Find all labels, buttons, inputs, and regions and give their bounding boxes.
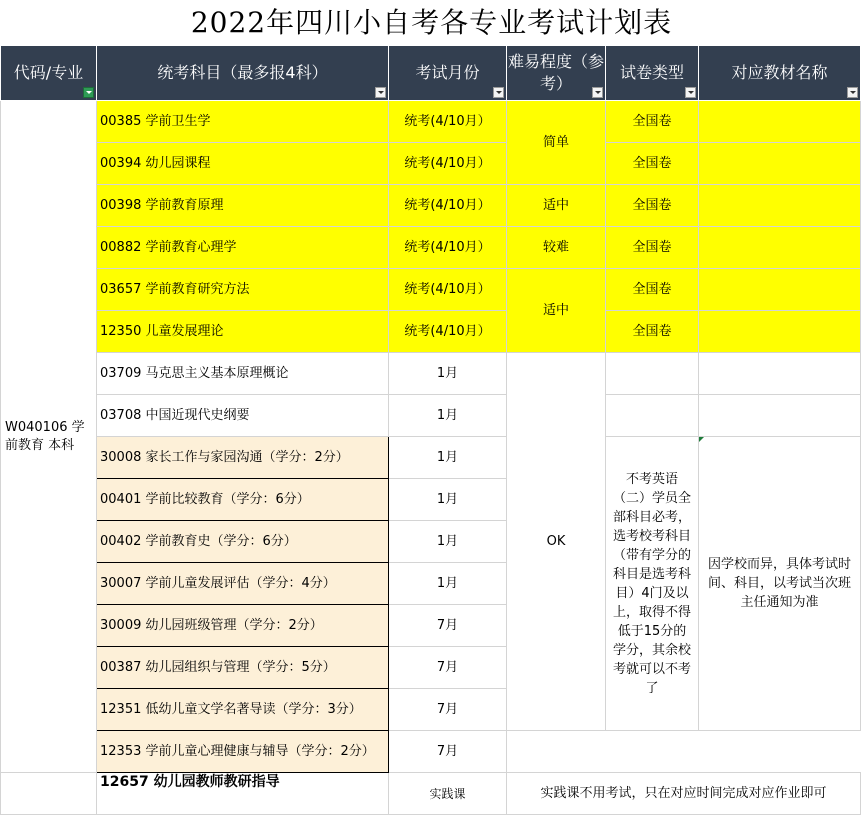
table-row bbox=[1, 269, 861, 311]
paper-type-cell[interactable] bbox=[606, 353, 699, 395]
month-cell[interactable]: 统考(4/10月） bbox=[389, 269, 507, 311]
month-cell[interactable]: 1月 bbox=[389, 395, 507, 437]
paper-type-cell[interactable]: 全国卷 bbox=[606, 269, 699, 311]
table-row bbox=[1, 437, 861, 479]
subject-cell[interactable]: 03657 学前教育研究方法 bbox=[97, 269, 389, 311]
textbook-cell[interactable] bbox=[699, 269, 861, 311]
table-row bbox=[1, 731, 861, 773]
difficulty-cell[interactable]: OK bbox=[507, 353, 606, 731]
table-row bbox=[1, 311, 861, 353]
subject-cell[interactable]: 30008 家长工作与家园沟通（学分：2分） bbox=[97, 437, 389, 479]
month-cell[interactable]: 1月 bbox=[389, 437, 507, 479]
subject-cell[interactable]: 30007 学前儿童发展评估（学分：4分） bbox=[97, 563, 389, 605]
table-row bbox=[1, 395, 861, 437]
exam-plan-table bbox=[0, 45, 861, 815]
difficulty-cell[interactable]: 较难 bbox=[507, 227, 606, 269]
col-header-textbook: 对应教材名称 bbox=[699, 46, 861, 101]
major-cell[interactable]: W040106 学前教育 本科 bbox=[1, 101, 97, 773]
filter-active-icon[interactable] bbox=[83, 87, 94, 98]
month-cell[interactable]: 实践课 bbox=[389, 773, 507, 815]
filter-dropdown-icon[interactable] bbox=[847, 87, 858, 98]
textbook-cell[interactable] bbox=[699, 353, 861, 395]
month-cell[interactable]: 统考(4/10月） bbox=[389, 311, 507, 353]
subject-cell[interactable]: 00401 学前比较教育（学分：6分） bbox=[97, 479, 389, 521]
month-cell[interactable]: 1月 bbox=[389, 521, 507, 563]
table-row bbox=[1, 143, 861, 185]
subject-cell[interactable]: 03708 中国近现代史纲要 bbox=[97, 395, 389, 437]
difficulty-cell[interactable]: 简单 bbox=[507, 101, 606, 185]
difficulty-cell[interactable]: 适中 bbox=[507, 185, 606, 227]
page-title: 2022年四川小自考各专业考试计划表 bbox=[190, 6, 673, 39]
table-row bbox=[1, 227, 861, 269]
table-row bbox=[1, 353, 861, 395]
month-cell[interactable]: 1月 bbox=[389, 479, 507, 521]
month-cell[interactable]: 7月 bbox=[389, 731, 507, 773]
paper-type-note-cell[interactable]: 不考英语（二）学员全部科目必考，选考校考科目（带有学分的科目是选考科目）4门及以上，取得不得低于15分的学分，其余校考就可以不考了 bbox=[606, 437, 699, 731]
table-row bbox=[1, 185, 861, 227]
practice-note-cell[interactable]: 实践课不用考试，只在对应时间完成对应作业即可 bbox=[507, 773, 861, 815]
subject-cell[interactable]: 12353 学前儿童心理健康与辅导（学分：2分） bbox=[97, 731, 389, 773]
header-row bbox=[1, 46, 861, 101]
textbook-cell[interactable] bbox=[699, 101, 861, 143]
textbook-note-cell[interactable]: 因学校而异，具体考试时间、科目，以考试当次班主任通知为准 bbox=[699, 437, 861, 731]
subject-cell[interactable]: 00398 学前教育原理 bbox=[97, 185, 389, 227]
month-cell[interactable]: 7月 bbox=[389, 605, 507, 647]
month-cell[interactable]: 统考(4/10月） bbox=[389, 227, 507, 269]
month-cell[interactable]: 统考(4/10月） bbox=[389, 101, 507, 143]
paper-type-cell[interactable]: 全国卷 bbox=[606, 227, 699, 269]
month-cell[interactable]: 1月 bbox=[389, 563, 507, 605]
subject-cell[interactable]: 00402 学前教育史（学分：6分） bbox=[97, 521, 389, 563]
subject-cell[interactable]: 00387 幼儿园组织与管理（学分：5分） bbox=[97, 647, 389, 689]
textbook-cell[interactable] bbox=[699, 311, 861, 353]
major-cell-empty[interactable] bbox=[1, 773, 97, 815]
filter-dropdown-icon[interactable] bbox=[375, 87, 386, 98]
subject-cell[interactable]: 12657 幼儿园教师教研指导 bbox=[97, 773, 389, 815]
paper-type-cell[interactable]: 全国卷 bbox=[606, 143, 699, 185]
col-header-exam-month: 考试月份 bbox=[389, 46, 507, 101]
month-cell[interactable]: 7月 bbox=[389, 689, 507, 731]
paper-type-cell[interactable]: 全国卷 bbox=[606, 101, 699, 143]
difficulty-cell[interactable]: 适中 bbox=[507, 269, 606, 353]
subject-cell[interactable]: 00385 学前卫生学 bbox=[97, 101, 389, 143]
col-header-paper-type: 试卷类型 bbox=[606, 46, 699, 101]
textbook-cell[interactable] bbox=[699, 395, 861, 437]
filter-dropdown-icon[interactable] bbox=[685, 87, 696, 98]
paper-type-cell[interactable]: 全国卷 bbox=[606, 185, 699, 227]
subject-cell[interactable]: 03709 马克思主义基本原理概论 bbox=[97, 353, 389, 395]
textbook-cell[interactable] bbox=[699, 143, 861, 185]
month-cell[interactable]: 统考(4/10月） bbox=[389, 185, 507, 227]
textbook-cell[interactable] bbox=[699, 227, 861, 269]
filter-dropdown-icon[interactable] bbox=[592, 87, 603, 98]
table-row bbox=[1, 101, 861, 143]
month-cell[interactable]: 7月 bbox=[389, 647, 507, 689]
paper-type-cell[interactable] bbox=[606, 395, 699, 437]
subject-cell[interactable]: 12350 儿童发展理论 bbox=[97, 311, 389, 353]
subject-cell[interactable]: 00882 学前教育心理学 bbox=[97, 227, 389, 269]
col-header-subject: 统考科目（最多报4科） bbox=[97, 46, 389, 101]
subject-cell[interactable]: 30009 幼儿园班级管理（学分：2分） bbox=[97, 605, 389, 647]
textbook-cell[interactable] bbox=[699, 185, 861, 227]
paper-type-cell[interactable]: 全国卷 bbox=[606, 311, 699, 353]
col-header-difficulty: 难易程度（参考） bbox=[507, 46, 606, 101]
subject-cell[interactable]: 12351 低幼儿童文学名著导读（学分：3分） bbox=[97, 689, 389, 731]
subject-cell[interactable]: 00394 幼儿园课程 bbox=[97, 143, 389, 185]
filter-dropdown-icon[interactable] bbox=[493, 87, 504, 98]
month-cell[interactable]: 1月 bbox=[389, 353, 507, 395]
month-cell[interactable]: 统考(4/10月） bbox=[389, 143, 507, 185]
col-header-code-major: 代码/专业 bbox=[1, 46, 97, 101]
table-row bbox=[1, 773, 861, 815]
